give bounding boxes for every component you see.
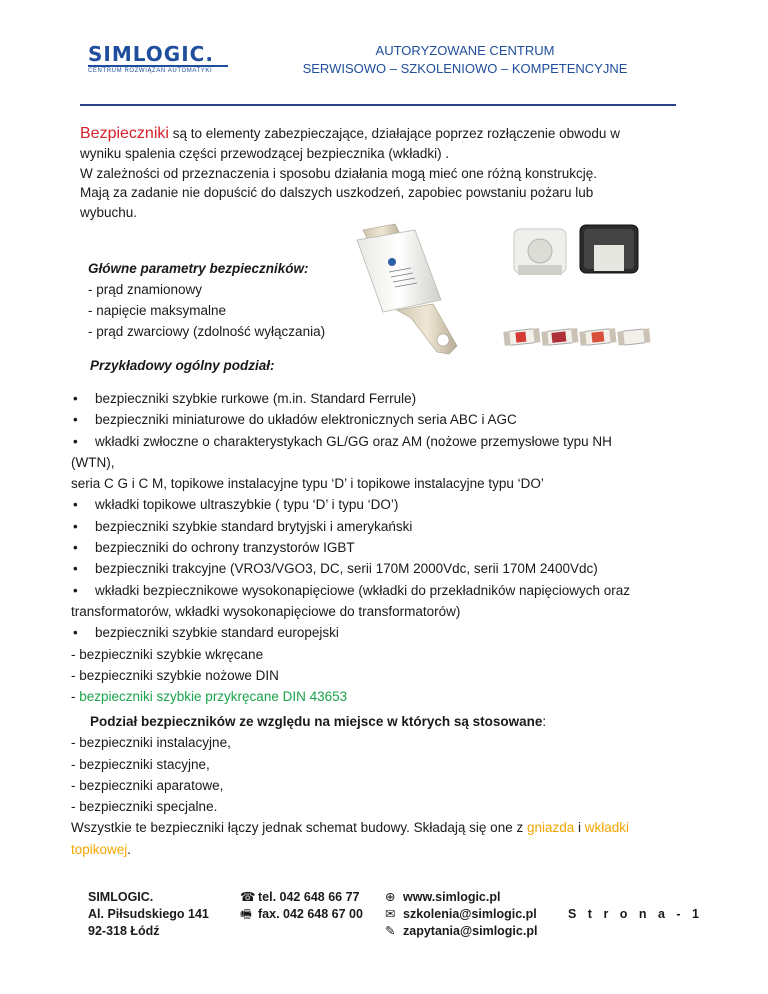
page-number: S t r o n a - 1 (568, 907, 704, 921)
footer-address (88, 889, 209, 940)
gniazda-link[interactable]: gniazda (526, 820, 575, 836)
bullet-icon: • (73, 561, 78, 577)
globe-icon: ⊕ (385, 890, 396, 904)
list-item: • bezpieczniki do ochrony tranzystorów IGBT (71, 537, 691, 558)
logo-tagline: CENTRUM ROZWIĄZAŃ AUTOMATYKI (88, 65, 228, 75)
list-item-cont: seria C G i C M, topikowe instalacyjne typu ‘D’ i topikowe instalacyjne typu ‘DO’ (71, 476, 544, 492)
intro-line-5: wybuchu. (80, 205, 138, 221)
list-item: - bezpieczniki szybkie przykręcane DIN 43653 (71, 689, 348, 705)
parameters-block (88, 258, 353, 342)
usage-summary-cont: topikowej. (71, 841, 132, 857)
phone-icon: ☎ (240, 890, 256, 904)
list-item: • bezpieczniki szybkie standard brytyjski i amerykański (71, 516, 691, 537)
footer-street: Al. Piłsudskiego 141 (88, 907, 209, 921)
bullet-icon: • (73, 540, 78, 556)
intro-line-4: Mają za zadanie nie dopuścić do dalszych uszkodzeń, zapobiec powstaniu pożaru lub (80, 185, 594, 201)
din-43653-link[interactable]: bezpieczniki szybkie przykręcane DIN 43653 (79, 689, 348, 705)
list-item: • wkładki bezpiecznikowe wysokonapięciowe (wkładki do przekładników napięciowych oraz (71, 580, 691, 601)
parameter-item: - prąd znamionowy (88, 282, 203, 297)
fax-icon: 🖷 (240, 907, 252, 921)
intro-line-2: wyniku spalenia części przewodzącej bezpiecznika (wkładki) . (80, 145, 450, 161)
parameter-item: - napięcie maksymalne (88, 303, 227, 318)
intro-paragraph (80, 124, 680, 223)
footer-www[interactable]: www.simlogic.pl (403, 890, 501, 904)
intro-line-1: są to elementy zabezpieczające, działające poprzez rozłączenie obwodu w (168, 126, 620, 141)
footer-email-training[interactable]: szkolenia@simlogic.pl (403, 907, 537, 921)
list-item: • wkładki topikowe ultraszybkie ( typu ‘D’ i typu ‘DO’) (71, 494, 691, 515)
footer-contacts (385, 889, 537, 940)
parameters-heading: Główne parametry bezpieczników: (88, 261, 309, 276)
bullet-icon: • (73, 497, 78, 513)
header-divider (80, 104, 676, 106)
intro-line-3: W zależności od przeznaczenia i sposobu działania mogą mieć one różną konstrukcję. (80, 165, 598, 181)
envelope-icon: ✉ (385, 907, 396, 921)
logo-name: SIMLOGIC. (88, 42, 214, 66)
bullet-icon: • (73, 391, 78, 406)
fuse-types-list (71, 388, 691, 707)
mail-inquiry-icon: ✎ (385, 924, 396, 938)
bullet-icon: • (73, 582, 78, 598)
parameter-item: - prąd zwarciowy (zdolność wyłączania) (88, 324, 326, 339)
list-item: • bezpieczniki trakcyjne (VRO3/VGO3, DC, serii 170M 2000Vdc, serii 170M 2400Vdc) (71, 558, 691, 579)
bullet-icon: • (73, 518, 78, 534)
nh-fuse-photo (345, 222, 465, 357)
usage-item: - bezpieczniki instalacyjne, (71, 735, 231, 751)
list-item: • bezpieczniki miniaturowe do układów elektronicznych seria ABC i AGC (71, 409, 691, 430)
footer-tel[interactable]: tel. 042 648 66 77 (258, 890, 360, 904)
intro-keyword: Bezpieczniki (80, 125, 169, 142)
footer-email-inquiry[interactable]: zapytania@simlogic.pl (403, 924, 538, 938)
footer-fax: fax. 042 648 67 00 (258, 907, 363, 921)
footer-phones (240, 889, 363, 923)
usage-item: - bezpieczniki aparatowe, (71, 777, 224, 793)
usage-heading: Podział bezpieczników ze względu na miejsce w których są stosowane: (90, 714, 547, 729)
topikowej-link[interactable]: topikowej (71, 841, 128, 857)
list-item: • wkładki zwłoczne o charakterystykach GL/GG oraz AM (nożowe przemysłowe typu NH (71, 431, 691, 452)
header-line-1: AUTORYZOWANE CENTRUM (375, 43, 555, 58)
header-line-2: SERWISOWO – SZKOLENIOWO – KOMPETENCYJNE (302, 61, 628, 76)
company-logo (88, 44, 228, 75)
bullet-icon: • (73, 433, 78, 449)
bullet-icon: • (73, 412, 78, 428)
list-item-cont: transformatorów, wkładki wysokonapięciowe do transformatorów) (71, 603, 461, 619)
bullet-icon: • (73, 625, 78, 641)
list-item: • bezpieczniki szybkie standard europejski (71, 622, 691, 643)
usage-item: - bezpieczniki specjalne. (71, 799, 218, 815)
list-item: - bezpieczniki szybkie nożowe DIN (71, 667, 279, 683)
list-item: • bezpieczniki szybkie rurkowe (m.in. Standard Ferrule) (71, 388, 691, 409)
fuse-holders-photo (508, 215, 648, 285)
cartridge-fuses-photo (502, 318, 652, 356)
usage-section (71, 711, 691, 860)
page-header (250, 42, 680, 78)
list-item: - bezpieczniki szybkie wkręcane (71, 646, 264, 662)
wkladki-link[interactable]: wkładki (584, 820, 630, 836)
footer-city: 92-318 Łódź (88, 924, 160, 938)
division-heading: Przykładowy ogólny podział: (90, 358, 275, 373)
list-item-cont: (WTN), (71, 454, 115, 470)
usage-item: - bezpieczniki stacyjne, (71, 756, 210, 772)
footer-company: SIMLOGIC. (88, 890, 154, 904)
usage-summary: Wszystkie te bezpieczniki łączy jednak schemat budowy. Składają się one z gniazda i wkładki (71, 820, 630, 836)
